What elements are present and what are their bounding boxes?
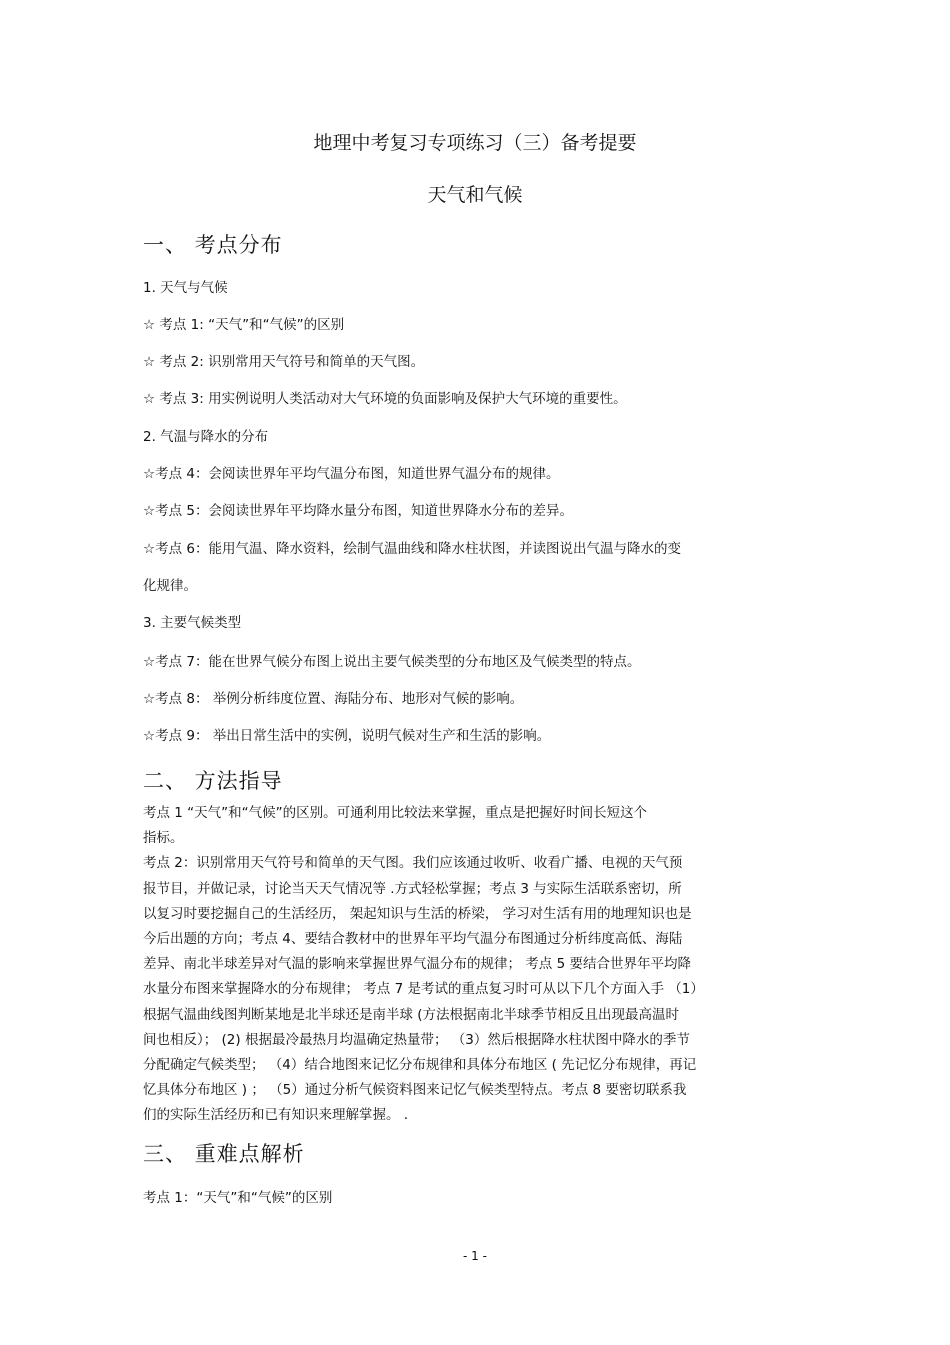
- section-heading-method: 二、 方法指导: [143, 769, 283, 793]
- section-heading-distribution: 一、 考点分布: [143, 233, 283, 257]
- list-item: 化规律。: [143, 578, 197, 594]
- list-item: 考点 1：“天气”和“气候”的区别: [143, 1190, 333, 1206]
- paragraph-line: 差异、南北半球差异对气温的影响来掌握世界气温分布的规律； 考点 5 要结合世界年平均降: [143, 956, 691, 973]
- paragraph-line: 今后出题的方向；考点 4、要结合教材中的世界年平均气温分布图通过分析纬度高低、海陆: [143, 930, 683, 947]
- document-title: 地理中考复习专项练习（三）备考提要: [313, 132, 637, 154]
- paragraph-line: 们的实际生活经历和已有知识来理解掌握。 .: [143, 1107, 409, 1124]
- paragraph-line: 间也相反）； (2) 根据最冷最热月均温确定热量带； （3）然后根据降水柱状图中降水的季节: [143, 1031, 690, 1048]
- paragraph-line: 根据气温曲线图判断某地是北半球还是南半球 (方法根据南北半球季节相反且出现最高温时: [143, 1006, 680, 1023]
- list-item: 3. 主要气候类型: [143, 615, 242, 631]
- paragraph-line: 指标。: [143, 830, 184, 847]
- document-subtitle: 天气和气候: [427, 184, 523, 206]
- section-heading-key-points: 三、 重难点解析: [143, 1142, 305, 1166]
- paragraph-line: 分配确定气候类型； （4）结合地图来记忆分布规律和具体分布地区 ( 先记忆分布规律，再记: [143, 1056, 697, 1073]
- list-item: ☆考点 4：会阅读世界年平均气温分布图，知道世界气温分布的规律。: [143, 466, 560, 482]
- paragraph-line: 水量分布图来掌握降水的分布规律； 考点 7 是考试的重点复习时可从以下几个方面入手 （1）: [143, 981, 704, 998]
- paragraph-line: 考点 1 “天气”和“气候”的区别。可通利用比较法来掌握，重点是把握好时间长短这个: [143, 805, 648, 821]
- list-item: 2. 气温与降水的分布: [143, 429, 269, 445]
- list-item: ☆考点 9： 举出日常生活中的实例，说明气候对生产和生活的影响。: [143, 728, 551, 744]
- list-item: 1. 天气与气候: [143, 280, 228, 296]
- list-item: ☆考点 7：能在世界气候分布图上说出主要气候类型的分布地区及气候类型的特点。: [143, 654, 641, 670]
- list-item: ☆ 考点 1: “天气”和“气候”的区别: [143, 317, 345, 333]
- paragraph-line: 报节目，并做记录，讨论当天天气情况等 .方式轻松掌握；考点 3 与实际生活联系密切，所: [143, 880, 682, 897]
- paragraph-line: 忆具体分布地区 ) ； （5）通过分析气候资料图来记忆气候类型特点。考点 8 要密切联系我: [143, 1082, 687, 1099]
- method-paragraph: [143, 801, 823, 1128]
- list-item: ☆考点 6：能用气温、降水资料，绘制气温曲线和降水柱状图，并读图说出气温与降水的变: [143, 541, 681, 557]
- paragraph-line: 以复习时要挖掘自己的生活经历， 架起知识与生活的桥梁， 学习对生活有用的地理知识也是: [143, 905, 692, 922]
- paragraph-line: 考点 2：识别常用天气符号和简单的天气图。我们应该通过收听、收看广播、电视的天气预: [143, 855, 683, 872]
- page-number: - 1 -: [463, 1249, 487, 1263]
- list-item: ☆ 考点 3: 用实例说明人类活动对大气环境的负面影响及保护大气环境的重要性。: [143, 391, 627, 407]
- list-item: ☆考点 8： 举例分析纬度位置、海陆分布、地形对气候的影响。: [143, 691, 524, 707]
- list-item: ☆考点 5：会阅读世界年平均降水量分布图，知道世界降水分布的差异。: [143, 503, 573, 519]
- list-item: ☆ 考点 2: 识别常用天气符号和简单的天气图。: [143, 354, 425, 370]
